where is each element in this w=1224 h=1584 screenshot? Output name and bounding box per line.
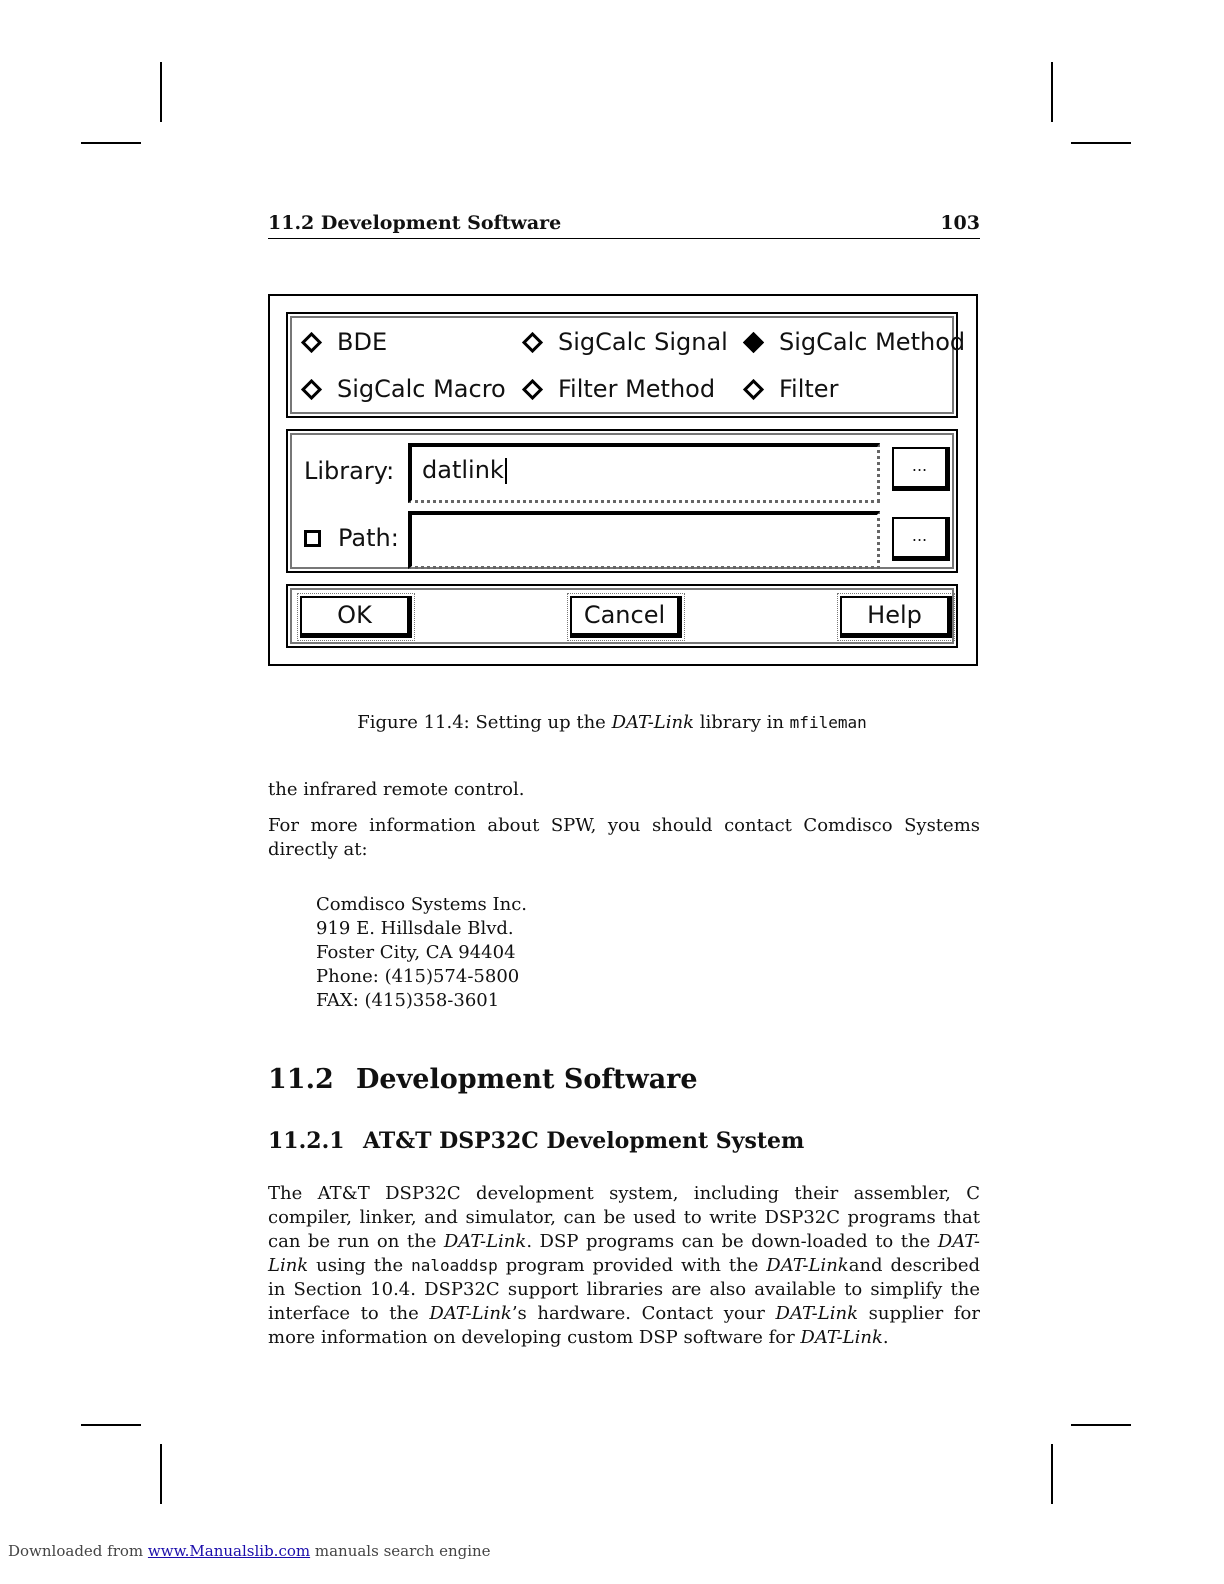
text-run: using the [308,1255,412,1276]
radio-diamond-icon [743,378,764,399]
manualslib-link[interactable]: www.Manualslib.com [147,1542,311,1560]
radio-sigcalc-signal[interactable] [521,328,728,356]
italic-run: DAT-Link [775,1303,858,1324]
path-checkbox[interactable] [304,530,321,547]
address-block [316,893,527,1013]
text-run: . [882,1327,889,1348]
address-line: Foster City, CA 94404 [316,942,516,963]
header-title: 11.2 Development Software [268,212,562,234]
section-heading [268,1064,698,1095]
radio-label: BDE [337,328,388,356]
dialog-button-bar [286,584,958,648]
library-input-value: datlink [422,456,504,484]
ok-button[interactable]: OK [300,596,412,638]
crop-mark [1051,62,1053,122]
caption-text: Figure 11.4: Setting up the [357,712,612,733]
cancel-button[interactable]: Cancel [570,596,682,638]
radio-filter-method[interactable] [521,375,715,403]
text-run: The AT&T DSP32C development system, including their assembler, C compiler, linker, and simulator, can be used to write DSP32C programs that can be run on the [268,1183,980,1252]
subsection-title: AT&T DSP32C Development System [363,1128,805,1154]
caption-text: library in [694,712,790,733]
crop-mark [160,62,162,122]
italic-run: DAT-Link [268,1231,980,1276]
subsection-number: 11.2.1 [268,1128,345,1154]
dsp32c-paragraph [268,1182,980,1350]
radio-sigcalc-method[interactable] [742,328,965,356]
italic-run: DAT-Link [429,1303,512,1324]
download-footer [8,1542,491,1560]
italic-run: DAT-Link [766,1255,849,1276]
figure-screenshot [268,294,978,666]
radio-label: SigCalc Macro [337,375,506,403]
caption-italic: DAT-Link [611,712,694,733]
text-run: supplier for more information on developing custom DSP software for [268,1303,980,1348]
radio-diamond-icon [522,378,543,399]
radio-filter[interactable] [742,375,838,403]
crop-mark [160,1444,162,1504]
library-panel [286,429,958,573]
running-header [268,212,980,239]
crop-mark [81,142,141,144]
code-run: naloaddsp [411,1256,498,1275]
radio-diamond-icon [522,331,543,352]
crop-mark [1071,1424,1131,1426]
help-button[interactable]: Help [840,596,952,638]
italic-run: DAT-Link [800,1327,883,1348]
crop-mark [1051,1444,1053,1504]
section-number: 11.2 [268,1064,334,1095]
type-radio-group [286,312,966,418]
radio-diamond-icon [301,331,322,352]
library-label: Library: [304,457,395,485]
address-line: Phone: (415)574-5800 [316,966,520,987]
crop-mark [81,1424,141,1426]
page-number: 103 [940,212,980,234]
figure-caption [0,712,1224,733]
radio-label: Filter [779,375,839,403]
text-run: and described in Section 10.4. DSP32C support libraries are also available to simplify the interface to the [268,1255,981,1324]
path-input[interactable] [408,511,880,569]
radio-sigcalc-macro[interactable] [300,375,506,403]
caption-code: mfileman [789,713,867,732]
path-browse-button[interactable]: ... [892,517,950,561]
section-title: Development Software [356,1064,698,1095]
text-run: . DSP programs can be down-loaded to the [526,1231,938,1252]
subsection-heading [268,1128,804,1154]
footer-text: Downloaded from [8,1542,148,1560]
radio-bde[interactable] [300,328,387,356]
text-run: program provided with the [497,1255,767,1276]
radio-diamond-selected-icon [743,331,764,352]
crop-mark [1071,142,1131,144]
text-run: ’s hardware. Contact your [511,1303,776,1324]
radio-label: Filter Method [558,375,716,403]
contact-paragraph: For more information about SPW, you should contact Comdisco Systems directly at: [268,815,980,860]
radio-diamond-icon [301,378,322,399]
library-input[interactable] [408,443,880,503]
body-line: the infrared remote control. [268,779,525,800]
address-line: 919 E. Hillsdale Blvd. [316,918,514,939]
radio-label: SigCalc Method [779,328,966,356]
path-label: Path: [338,524,399,552]
library-browse-button[interactable]: ... [892,447,950,491]
footer-text: manuals search engine [310,1542,491,1560]
address-line: Comdisco Systems Inc. [316,894,527,915]
text-cursor-icon [505,458,507,484]
address-line: FAX: (415)358-3601 [316,990,500,1011]
radio-label: SigCalc Signal [558,328,728,356]
italic-run: DAT-Link [443,1231,527,1252]
